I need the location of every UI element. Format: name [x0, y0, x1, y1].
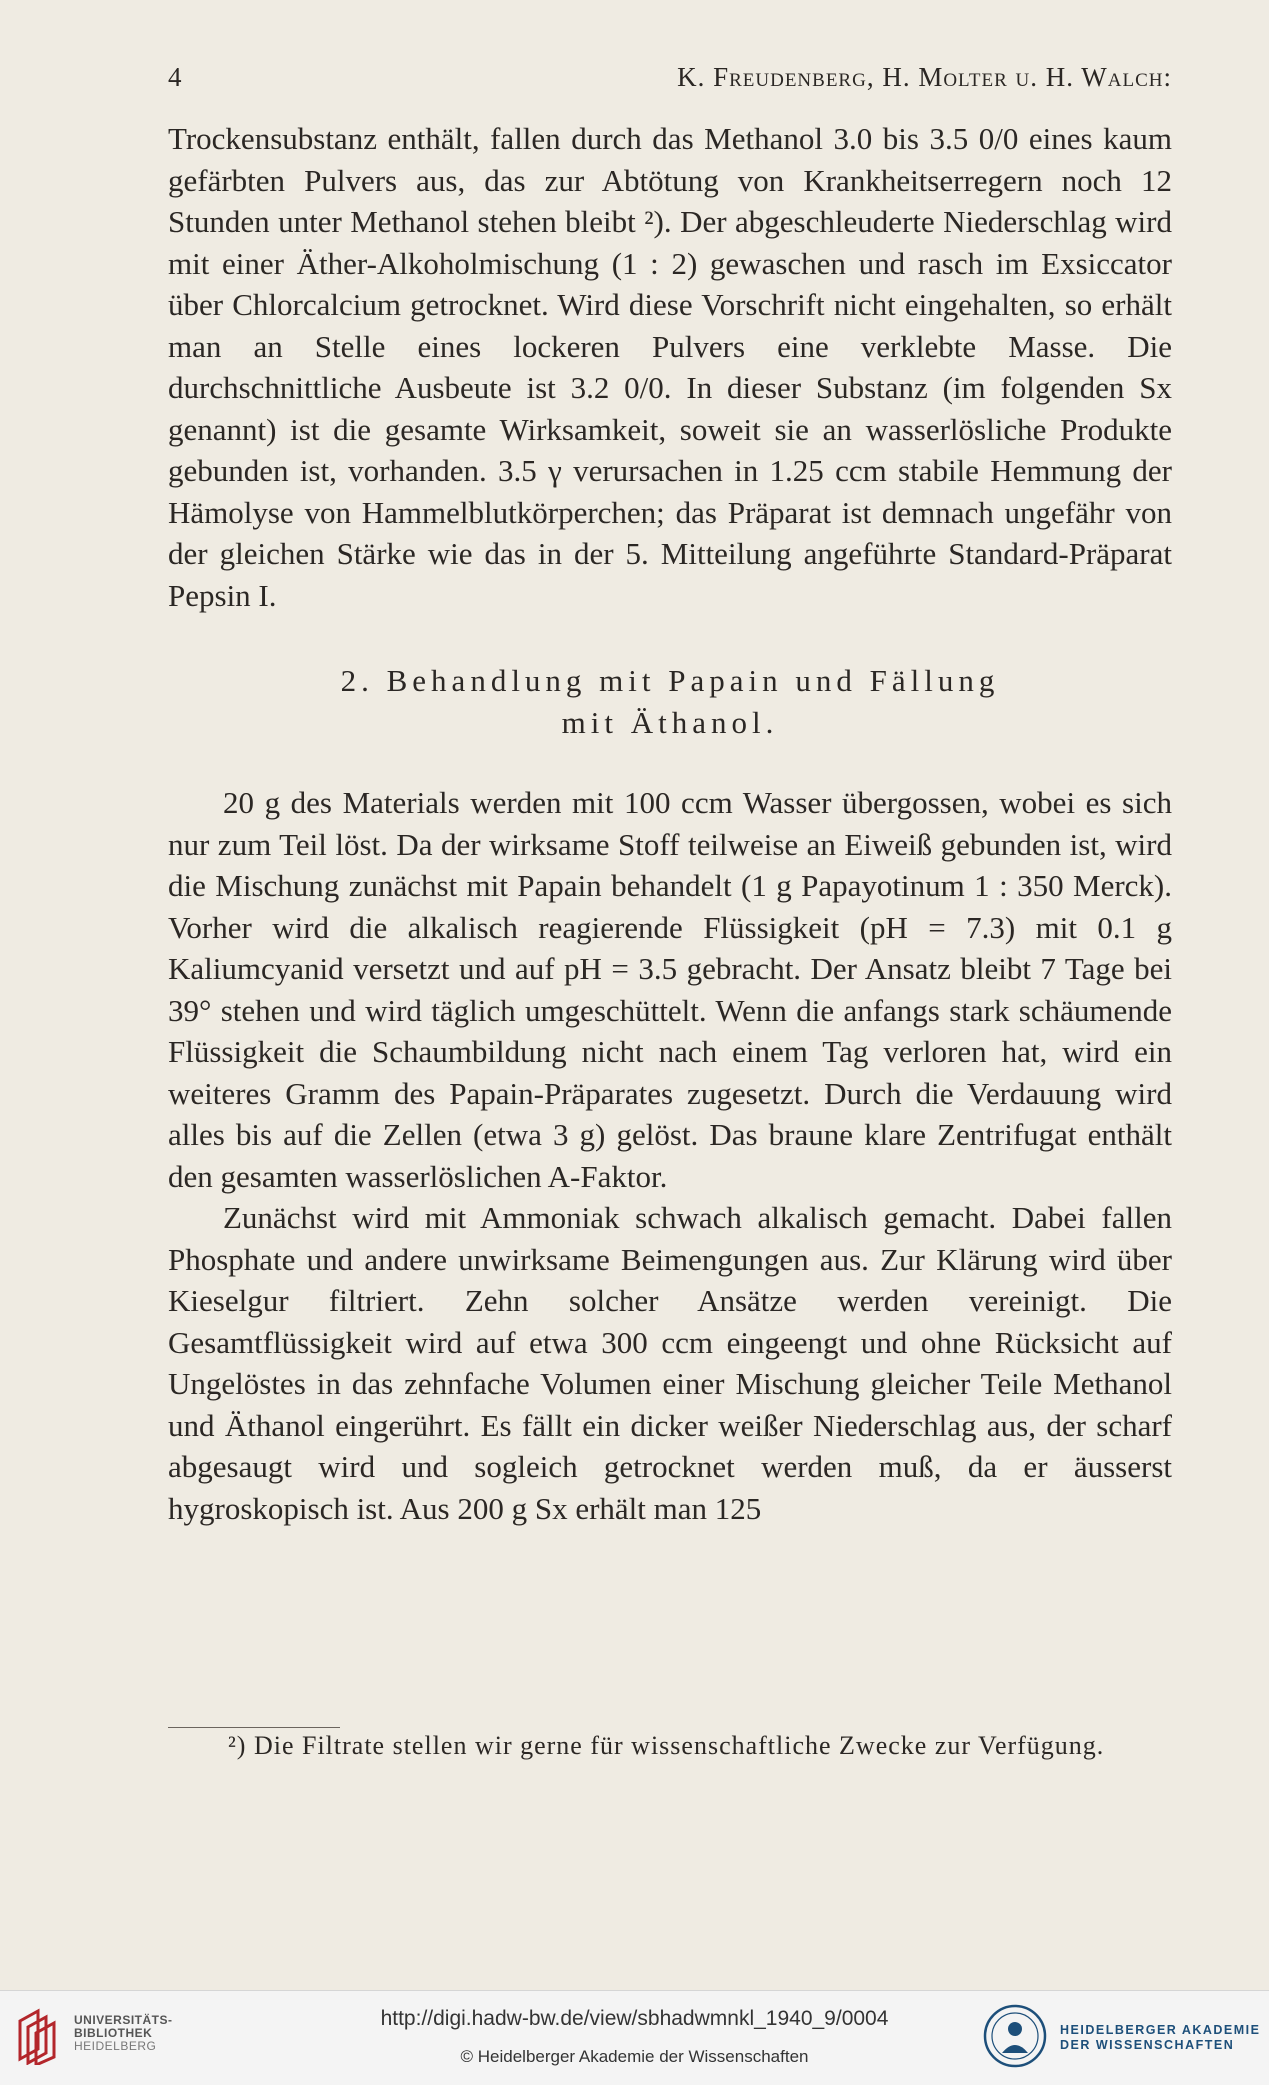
page-number: 4 — [168, 62, 182, 92]
paragraph-1: Trockensubstanz enthält, fallen durch das Methanol 3.0 bis 3.5 0/0 eines kaum gefärbten Pulvers aus, das zur Abtötung von Krankheitserregern noch 12 Stunden unter Methanol stehen bleibt ²). Der abgeschleuderte Niederschlag wird mit einer Äther-Alkoholmischung (1 : 2) gewaschen und rasch im Exsiccator über Chlorcalcium getrocknet. Wird diese Vorschrift nicht eingehalten, so erhält man an Stelle eines lockeren Pulvers eine verklebte Masse. Die durchschnittliche Ausbeute ist 3.2 0/0. In dieser Substanz (im folgenden Sx genannt) ist die gesamte Wirksamkeit, soweit sie an wasserlösliche Produkte gebunden ist, vorhanden. 3.5 γ verursachen in 1.25 ccm stabile Hemmung der Hämolyse von Hammelblutkörperchen; das Präparat ist demnach ungefähr von der gleichen Stärke wie das in der 5. Mitteilung angeführte Standard-Präparat Pepsin I. — [168, 121, 1172, 613]
copyright-notice: © Heidelberger Akademie der Wissenschaften — [460, 2047, 809, 2066]
university-library-label: UNIVERSITÄTS- BIBLIOTHEK HEIDELBERG — [74, 2013, 173, 2053]
section-heading-line-1: 2. Behandlung mit Papain und Fällung — [340, 663, 1000, 698]
section-heading — [168, 660, 1172, 744]
paragraph-2: 20 g des Materials werden mit 100 ccm Wasser übergossen, wobei es sich nur zum Teil löst. Da der wirksame Stoff teilweise an Eiweiß gebunden ist, wird die Mischung zunächst mit Papain behandelt (1 g Papayotinum 1 : 350 Merck). Vorher wird die alkalisch reagierende Flüssigkeit (pH = 7.3) mit 0.1 g Kaliumcyanid versetzt und auf pH = 3.5 gebracht. Der Ansatz bleibt 7 Tage bei 39° stehen und wird täglich umgeschüttelt. Wenn die anfangs stark schäumende Flüssigkeit die Schaumbildung nicht nach einem Tag verloren hat, wird ein weiteres Gramm des Papain-Präparates zugesetzt. Durch die Verdauung wird alles bis auf die Zellen (etwa 3 g) gelöst. Das braune klare Zentrifugat enthält den gesamten wasserlöslichen A-Faktor. — [168, 785, 1172, 1194]
body-text — [168, 118, 1172, 1529]
academy-label: HEIDELBERGER AKADEMIE DER WISSENSCHAFTEN — [1060, 2023, 1261, 2052]
running-title: K. Freudenberg, H. Molter u. H. Walch: — [677, 62, 1172, 92]
paragraph-3: Zunächst wird mit Ammoniak schwach alkalisch gemacht. Dabei fallen Phosphate und andere unwirksame Beimengungen aus. Zur Klärung wird über Kieselgur filtriert. Zehn solcher Ansätze werden vereinigt. Die Gesamtflüssigkeit wird auf etwa 300 ccm eingeengt und ohne Rücksicht auf Ungelöstes in das zehnfache Volumen einer Mischung gleicher Teile Methanol und Äthanol eingerührt. Es fällt ein dicker weißer Niederschlag aus, der scharf abgesaugt wird und sogleich getrocknet werden muß, da er äusserst hygroskopisch ist. Aus 200 g Sx erhält man 125 — [168, 1200, 1172, 1526]
viewer-footer — [0, 1990, 1269, 2085]
section-heading-line-2: mit Äthanol. — [561, 705, 779, 740]
running-header — [168, 62, 1172, 93]
academy-seal-icon — [982, 2003, 1048, 2069]
permalink-url[interactable]: http://digi.hadw-bw.de/view/sbhadwmnkl_1940_9/0004 — [380, 2007, 889, 2030]
footnote: ²) Die Filtrate stellen wir gerne für wissenschaftliche Zwecke zur Verfügung. — [228, 1731, 1105, 1760]
